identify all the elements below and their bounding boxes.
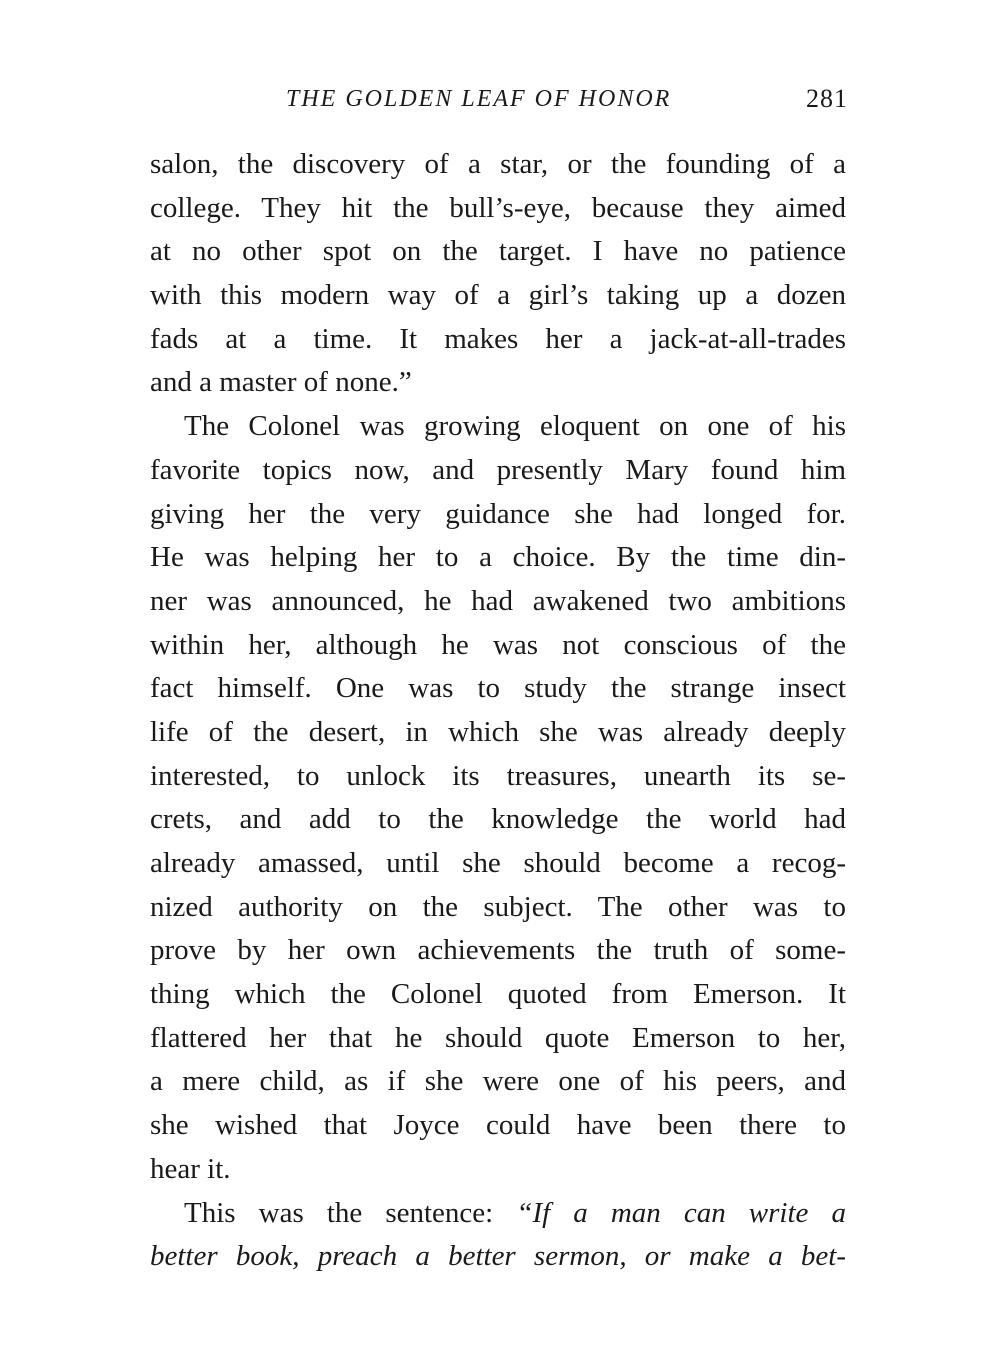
text-line: already amassed, until she should become a recog-	[150, 847, 846, 879]
text-line: ner was announced, he had awakened two ambitions	[150, 584, 846, 617]
text-line: fact himself. One was to study the strange insect	[150, 672, 846, 705]
emerson-quote-line: better book, preach a better sermon, or make a bet-	[150, 1240, 846, 1273]
text-line: interested, to unlock its treasures, unearth its se-	[150, 759, 846, 792]
text-line: a mere child, as if she were one of his peers, and	[150, 1065, 846, 1098]
paragraph-first-line	[150, 1192, 846, 1236]
text-line: thing which the Colonel quoted from Emerson. It	[150, 978, 846, 1011]
sentence-intro: This was the sentence:	[184, 1196, 494, 1229]
text-line: flattered her that he should quote Emerson to her,	[150, 1021, 846, 1054]
page-body	[150, 143, 846, 1279]
text-line: she wished that Joyce could have been there to	[150, 1109, 846, 1142]
emerson-quote-start: “If a man can write a	[516, 1196, 846, 1229]
text-line: at no other spot on the target. I have no patience	[150, 235, 846, 268]
text-line: favorite topics now, and presently Mary found him	[150, 453, 846, 486]
text-line: hear it.	[150, 1152, 231, 1185]
page-number: 281	[806, 84, 848, 113]
text-line: and a master of none.”	[150, 366, 412, 399]
text-line: life of the desert, in which she was already deeply	[150, 715, 846, 748]
running-title: THE GOLDEN LEAF OF HONOR	[286, 86, 672, 112]
text-line: with this modern way of a girl’s taking up a dozen	[150, 279, 846, 312]
paragraph-first-line: The Colonel was growing eloquent on one of his	[184, 410, 846, 443]
text-line: He was helping her to a choice. By the time din-	[150, 541, 846, 574]
text-line: fads at a time. It makes her a jack-at-all-trades	[150, 322, 846, 355]
text-line: salon, the discovery of a star, or the founding of a	[150, 148, 846, 180]
text-line: college. They hit the bull’s-eye, because they aimed	[150, 191, 846, 224]
text-line: crets, and add to the knowledge the world had	[150, 803, 846, 836]
text-line: giving her the very guidance she had longed for.	[150, 497, 846, 530]
running-header	[150, 82, 850, 116]
text-line: prove by her own achievements the truth of some-	[150, 934, 846, 967]
text-line: within her, although he was not conscious of the	[150, 628, 846, 661]
text-line: nized authority on the subject. The other was to	[150, 890, 846, 923]
